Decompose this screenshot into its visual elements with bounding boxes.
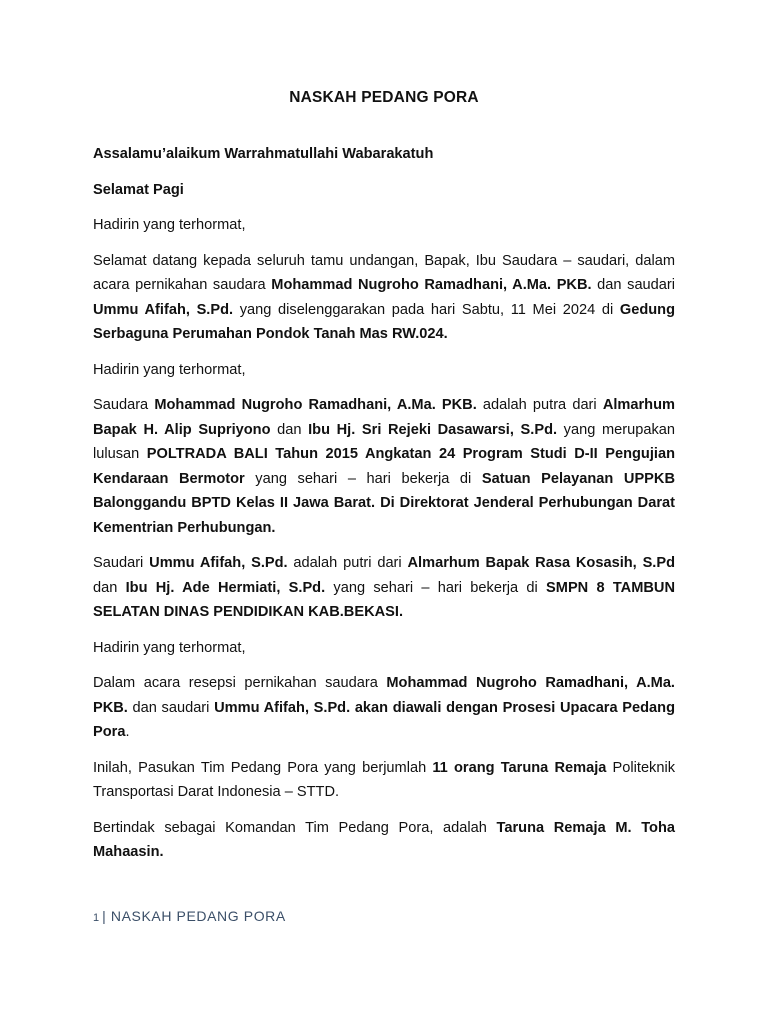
welcome-text: Selamat datang kepada seluruh tamu undangan, Bapak, Ibu Saudara – saudari, dalam acara pernikahan saudara xyxy=(93,252,675,293)
document-body xyxy=(93,142,675,876)
footer-separator: | xyxy=(102,908,107,924)
commander-text: Bertindak sebagai Komandan Tim Pedang Pora, adalah xyxy=(93,819,497,836)
document-title: NASKAH PEDANG PORA xyxy=(289,89,479,106)
paragraph-welcome xyxy=(93,249,675,347)
welcome-text-2: dan saudari xyxy=(591,277,676,293)
paragraph-bride-bio xyxy=(93,551,675,625)
bride-bio-text-3: dan xyxy=(93,579,126,596)
team-count: 11 orang Taruna Remaja xyxy=(432,759,607,776)
bride-workplace: SMPN 8 TAMBUN SELATAN DINAS PENDIDIKAN KAB.BEKASI. xyxy=(93,579,675,620)
bride-bio-text-4: yang sehari – hari bekerja di xyxy=(325,579,547,596)
groom-bio-text-4: yang merupakan lulusan xyxy=(93,421,675,462)
groom-bio-text: Saudara xyxy=(93,397,155,413)
paragraph-hadirin-1 xyxy=(93,213,675,238)
team-text-2: Politeknik Transportasi Darat Indonesia – STTD. xyxy=(93,759,676,800)
bride-bio-text: Saudari xyxy=(93,555,150,571)
commander-name: Taruna Remaja M. Toha Mahaasin. xyxy=(93,819,675,860)
team-text: Inilah, Pasukan Tim Pedang Pora yang berjumlah xyxy=(93,759,433,776)
groom-father-name: Almarhum Bapak H. Alip Supriyono xyxy=(93,397,675,438)
paragraph-reception xyxy=(93,671,675,745)
groom-workplace: Satuan Pelayanan UPPKB Balonggandu BPTD Kelas II Jawa Barat. Di Direktorat Jenderal Perhubungan Darat Kementrian Perhubungan. xyxy=(93,470,675,536)
hadirin-text: Hadirin yang terhormat, xyxy=(93,361,246,378)
groom-name: Mohammad Nugroho Ramadhani, A.Ma. PKB. xyxy=(154,397,477,413)
venue-name: Gedung Serbaguna Perumahan Pondok Tanah Mas RW.024. xyxy=(93,301,675,342)
paragraph-selamat-pagi xyxy=(93,178,675,203)
paragraph-team xyxy=(93,756,675,805)
bride-name-and-procession: Ummu Afifah, S.Pd. akan diawali dengan Prosesi Upacara Pedang Pora xyxy=(93,699,675,740)
greeting-text: Assalamu’alaikum Warrahmatullahi Wabarakatuh xyxy=(93,146,434,162)
bride-father-name: Almarhum Bapak Rasa Kosasih, S.Pd xyxy=(407,555,676,571)
groom-education: POLTRADA BALI Tahun 2015 Angkatan 24 Program Studi D-II Pengujian Kendaraan Bermotor xyxy=(93,446,675,487)
hadirin-text: Hadirin yang terhormat, xyxy=(93,217,246,233)
reception-text: Dalam acara resepsi pernikahan saudara xyxy=(93,675,387,691)
hadirin-text: Hadirin yang terhormat, xyxy=(93,639,246,656)
bride-mother-name: Ibu Hj. Ade Hermiati, S.Pd. xyxy=(125,579,326,596)
bride-name: Ummu Afifah, S.Pd. xyxy=(149,555,288,571)
bride-name: Ummu Afifah, S.Pd. xyxy=(93,301,234,318)
selamat-pagi-text: Selamat Pagi xyxy=(93,181,184,198)
reception-text-2: dan saudari xyxy=(127,699,215,716)
footer-label: NASKAH PEDANG PORA xyxy=(110,908,286,924)
paragraph-groom-bio xyxy=(93,393,675,540)
page-footer xyxy=(93,906,286,928)
welcome-text-3: yang diselenggarakan pada hari Sabtu, 11 Mei 2024 di xyxy=(233,301,620,318)
paragraph-hadirin-3 xyxy=(93,636,675,661)
bride-bio-text-2: adalah putri dari xyxy=(287,555,408,571)
groom-bio-text-2: adalah putra dari xyxy=(476,397,603,413)
groom-bio-text-3: dan xyxy=(270,421,309,438)
groom-name: Mohammad Nugroho Ramadhani, A.Ma. PKB. xyxy=(93,675,675,716)
groom-bio-text-5: yang sehari – hari bekerja di xyxy=(244,470,482,487)
groom-name: Mohammad Nugroho Ramadhani, A.Ma. PKB. xyxy=(271,277,592,293)
paragraph-hadirin-2 xyxy=(93,358,675,383)
groom-mother-name: Ibu Hj. Sri Rejeki Dasawarsi, S.Pd. xyxy=(308,421,558,438)
paragraph-commander xyxy=(93,816,675,865)
paragraph-greeting xyxy=(93,142,675,167)
page-number: 1 xyxy=(93,912,100,924)
reception-text-3: . xyxy=(125,724,130,740)
